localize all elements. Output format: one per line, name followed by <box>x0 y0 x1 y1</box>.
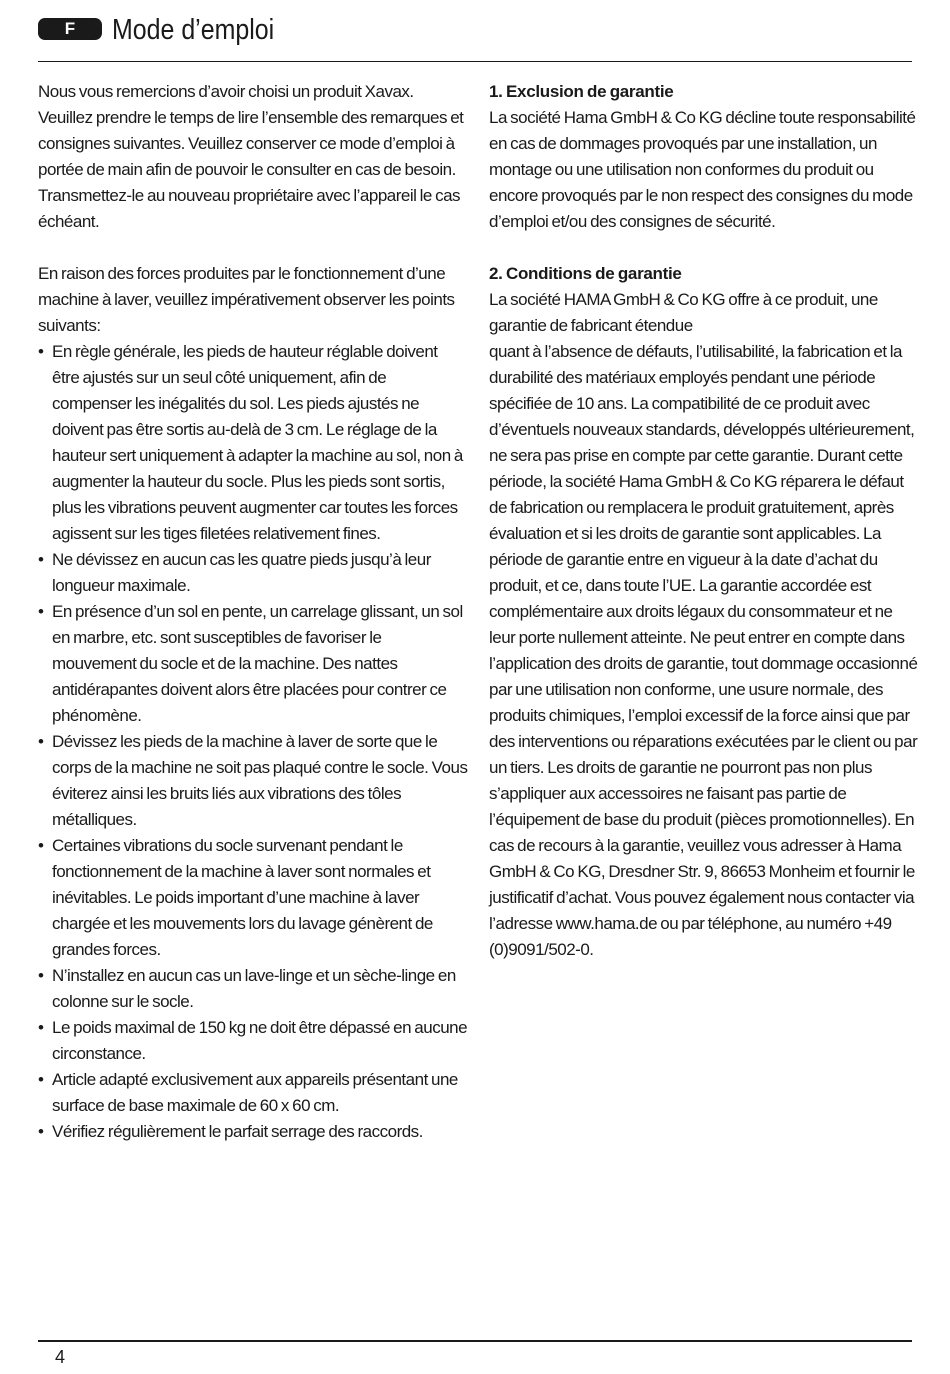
section-heading-conditions: 2. Conditions de garantie <box>489 264 682 283</box>
section-heading-exclusion: 1. Exclusion de garantie <box>489 82 674 101</box>
paragraph-spacer <box>489 235 919 261</box>
header-divider <box>38 61 912 62</box>
footer-divider <box>38 1340 912 1342</box>
section-body-conditions-intro: La société HAMA GmbH & Co KG offre à ce produit, une garantie de fabricant étendue <box>489 290 878 335</box>
right-column <box>489 79 919 963</box>
list-item: • Dévissez les pieds de la machine à laver de sorte que le corps de la machine ne soit pas plaqué contre le socle. Vous éviterez ainsi les bruits liés aux vibrations des tôles métalliques. <box>38 729 468 833</box>
list-item: • Le poids maximal de 150 kg ne doit être dépassé en aucune circonstance. <box>38 1015 468 1067</box>
paragraph-spacer <box>38 235 468 261</box>
list-item: • N’installez en aucun cas un lave-linge et un sèche-linge en colonne sur le socle. <box>38 963 468 1015</box>
list-item: • Ne dévissez en aucun cas les quatre pieds jusqu’à leur longueur maximale. <box>38 547 468 599</box>
section-body-exclusion: La société Hama GmbH & Co KG décline toute responsabilité en cas de dommages provoqués par une installation, un montage ou une utilisation non conformes du produit ou encore provoqués par le non respect des consignes du mode d’emploi et/ou des consignes de sécurité. <box>489 108 916 231</box>
left-column <box>38 79 468 1145</box>
list-item: • Vérifiez régulièrement le parfait serrage des raccords. <box>38 1119 468 1145</box>
page-title: Mode d’emploi <box>112 14 275 46</box>
list-item: • En présence d’un sol en pente, un carrelage glissant, un sol en marbre, etc. sont susceptibles de favoriser le mouvement du socle et de la machine. Des nattes antidérapantes doivent alors être placées pour contrer ce phénomène. <box>38 599 468 729</box>
intro-paragraph: Nous vous remercions d’avoir choisi un produit Xavax. Veuillez prendre le temps de lire l’ensemble des remarques et consignes suivantes. Veuillez conserver ce mode d’emploi à portée de main afin de pouvoir le consulter en cas de besoin. Transmettez-le au nouveau propriétaire avec l’appareil le cas échéant. <box>38 82 464 231</box>
section-body-conditions: quant à l’absence de défauts, l’utilisabilité, la fabrication et la durabilité des matériaux employés pendant une période spécifiée de 10 ans. La compatibilité de ce produit avec d’éventuels nouveaux standards, développés ultérieurement, ne sera pas prise en compte par cette garantie. Durant cette période, la société Hama GmbH & Co KG réparera le défaut de fabrication ou remplacera le produit gratuitement, après évaluation et si les droits de garantie sont applicables. La période de garantie entre en vigueur à la date d’achat du produit, et ce, dans toute l’UE. La garantie accordée est complémentaire aux droits légaux du consommateur et ne leur porte nullement atteinte. Ne peut entrer en compte dans l’application des droits de garantie, tout dommage occasionné par une utilisation non conforme, une usure normale, des produits chimiques, l’emploi excessif de la force ainsi que par des interventions ou réparations exécutées par le client ou par un tiers. Les droits de garantie ne pourront pas non plus s’appliquer aux accessoires ne faisant pas partie de l’équipement de base du produit (pièces promotionnelles). En cas de recours à la garantie, veuillez vous adresser à Hama GmbH & Co KG, Dresdner Str. 9, 86653 Monheim et fournir le justificatif d’achat. Vous pouvez également nous contacter via l’adresse www.hama.de ou par téléphone, au numéro +49 (0)9091/502-0. <box>489 342 918 959</box>
list-item: • Article adapté exclusivement aux appareils présentant une surface de base maximale de 60 x 60 cm. <box>38 1067 468 1119</box>
list-item: • En règle générale, les pieds de hauteur réglable doivent être ajustés sur un seul côté uniquement, afin de compenser les inégalités du sol. Les pieds ajustés ne doivent pas être sortis au-delà de 3 cm. Le réglage de la hauteur sert uniquement à adapter la machine au sol, non à augmenter la hauteur du socle. Plus les pieds sont sortis, plus les vibrations peuvent augmenter car toutes les forces agissent sur les tiges filetées relativement fines. <box>38 339 468 547</box>
page-header <box>38 12 912 60</box>
lead-paragraph: En raison des forces produites par le fonctionnement d’une machine à laver, veuillez impérativement observer les points suivants: <box>38 264 455 335</box>
instruction-list <box>38 339 468 1145</box>
page-number: 4 <box>55 1347 66 1367</box>
list-item: • Certaines vibrations du socle survenant pendant le fonctionnement de la machine à laver sont normales et inévitables. Le poids important d’une machine à laver chargée et les mouvements lors du lavage génèrent de grandes forces. <box>38 833 468 963</box>
language-badge: F <box>38 18 102 40</box>
